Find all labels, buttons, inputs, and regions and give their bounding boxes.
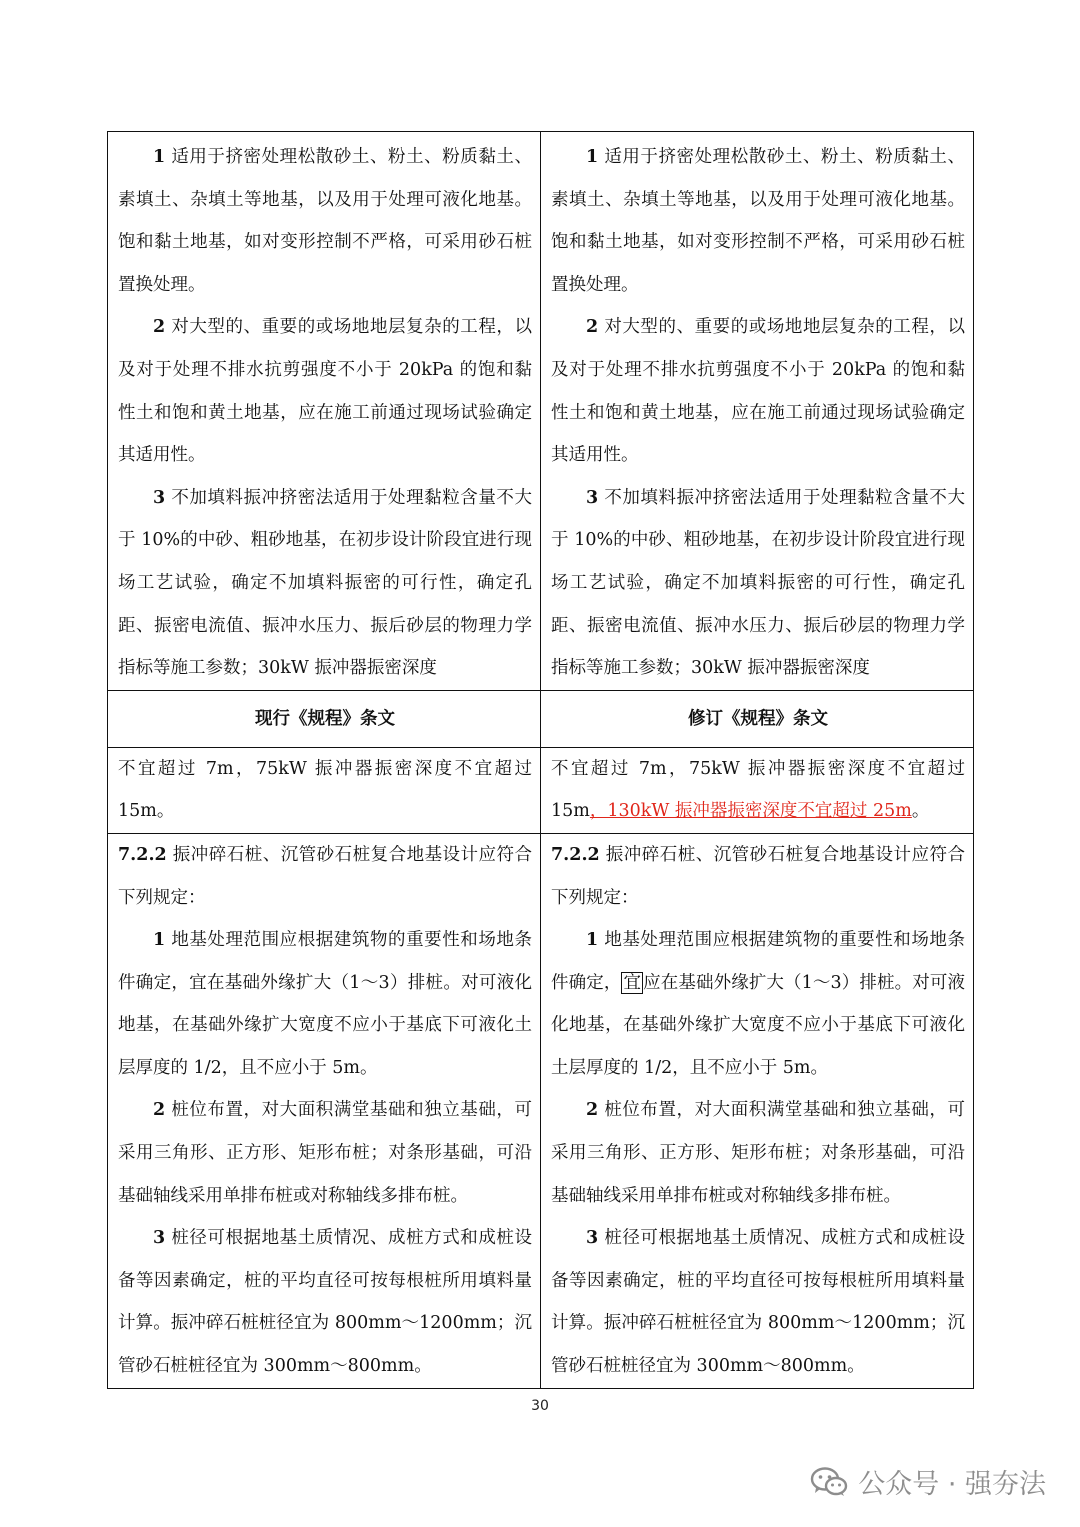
wechat-icon — [810, 1466, 848, 1498]
list-item: 2 桩位布置，对大面积满堂基础和独立基础，可采用三角形、正方形、矩形布桩；对条形基础，可沿基础轴线采用单排布桩或对称轴线多排布桩。 — [118, 1100, 532, 1206]
list-item: 3 桩径可根据地基土质情况、成桩方式和成桩设备等因素确定，桩的平均直径可按每根桩所用填料量计算。振冲碎石桩桩径宜为 800mm～1200mm；沉管砂石桩桩径宜为 300mm～800mm。 — [118, 1228, 532, 1377]
current-header: 现行《规程》条文 — [108, 690, 541, 747]
deleted-text-box: 宜 — [623, 972, 642, 993]
clause-heading: 7.2.2 振冲碎石桩、沉管砂石桩复合地基设计应符合下列规定： — [118, 844, 532, 908]
table-header-row — [108, 690, 974, 747]
current-clause-cell — [108, 747, 541, 833]
current-clause-cell — [108, 132, 541, 691]
list-item: 2 对大型的、重要的或场地地层复杂的工程，以及对于处理不排水抗剪强度不小于 20kPa 的饱和黏性土和饱和黄土地基，应在施工前通过现场试验确定其适用性。 — [118, 317, 532, 466]
list-item: 2 对大型的、重要的或场地地层复杂的工程，以及对于处理不排水抗剪强度不小于 20kPa 的饱和黏性土和饱和黄土地基，应在施工前通过现场试验确定其适用性。 — [551, 317, 965, 466]
table-row — [108, 747, 974, 833]
revised-clause-cell — [541, 833, 974, 1388]
list-item: 2 桩位布置，对大面积满堂基础和独立基础，可采用三角形、正方形、矩形布桩；对条形基础，可沿基础轴线采用单排布桩或对称轴线多排布桩。 — [551, 1100, 965, 1206]
comparison-table — [107, 131, 974, 1389]
list-item: 1 适用于挤密处理松散砂土、粉土、粉质黏土、素填土、杂填土等地基，以及用于处理可液化地基。饱和黏土地基，如对变形控制不严格，可采用砂石桩置换处理。 — [551, 147, 965, 295]
current-clause-cell — [108, 833, 541, 1388]
revised-header: 修订《规程》条文 — [541, 690, 974, 747]
page-number: 30 — [531, 1398, 549, 1414]
added-text: ，130kW 振冲器振密深度不宜超过 25m — [589, 801, 912, 822]
watermark-text: 公众号 · 强夯法 — [858, 1469, 1046, 1500]
watermark — [810, 1462, 1046, 1501]
revised-clause-cell — [541, 132, 974, 691]
continuation-text: 不宜超过 7m，75kW 振冲器振密深度不宜超过15m。 — [118, 758, 532, 822]
table-row — [108, 833, 974, 1388]
list-item: 3 桩径可根据地基土质情况、成桩方式和成桩设备等因素确定，桩的平均直径可按每根桩所用填料量计算。振冲碎石桩桩径宜为 800mm～1200mm；沉管砂石桩桩径宜为 300mm～800mm。 — [551, 1228, 965, 1377]
table-row — [108, 132, 974, 691]
list-item: 3 不加填料振冲挤密法适用于处理黏粒含量不大于 10%的中砂、粗砂地基，在初步设计阶段宜进行现场工艺试验，确定不加填料振密的可行性，确定孔距、振密电流值、振冲水压力、振后砂层的物理力学指标等施工参数；30kW 振冲器振密深度 — [551, 487, 965, 679]
clause-heading: 7.2.2 振冲碎石桩、沉管砂石桩复合地基设计应符合下列规定： — [551, 844, 965, 908]
list-item: 3 不加填料振冲挤密法适用于处理黏粒含量不大于 10%的中砂、粗砂地基，在初步设计阶段宜进行现场工艺试验，确定不加填料振密的可行性，确定孔距、振密电流值、振冲水压力、振后砂层的物理力学指标等施工参数；30kW 振冲器振密深度 — [118, 487, 532, 679]
list-item: 1 地基处理范围应根据建筑物的重要性和场地条件确定， 宜 应在基础外缘扩大（1～3）排桩。对可液化地基，在基础外缘扩大宽度不应小于基底下可液化土层厚度的 1/2，且不应小于 5m。 — [551, 930, 966, 1078]
list-item: 1 适用于挤密处理松散砂土、粉土、粉质黏土、素填土、杂填土等地基，以及用于处理可液化地基。饱和黏土地基，如对变形控制不严格，可采用砂石桩置换处理。 — [118, 147, 532, 295]
continuation-text: 不宜超过 7m，75kW 振冲器振密深度不宜超过15m，130kW 振冲器振密深度不宜超过 25m。 — [551, 758, 965, 822]
list-item: 1 地基处理范围应根据建筑物的重要性和场地条件确定，宜在基础外缘扩大（1～3）排桩。对可液化地基，在基础外缘扩大宽度不应小于基底下可液化土层厚度的 1/2，且不应小于 5m。 — [118, 930, 532, 1078]
revised-clause-cell — [541, 747, 974, 833]
